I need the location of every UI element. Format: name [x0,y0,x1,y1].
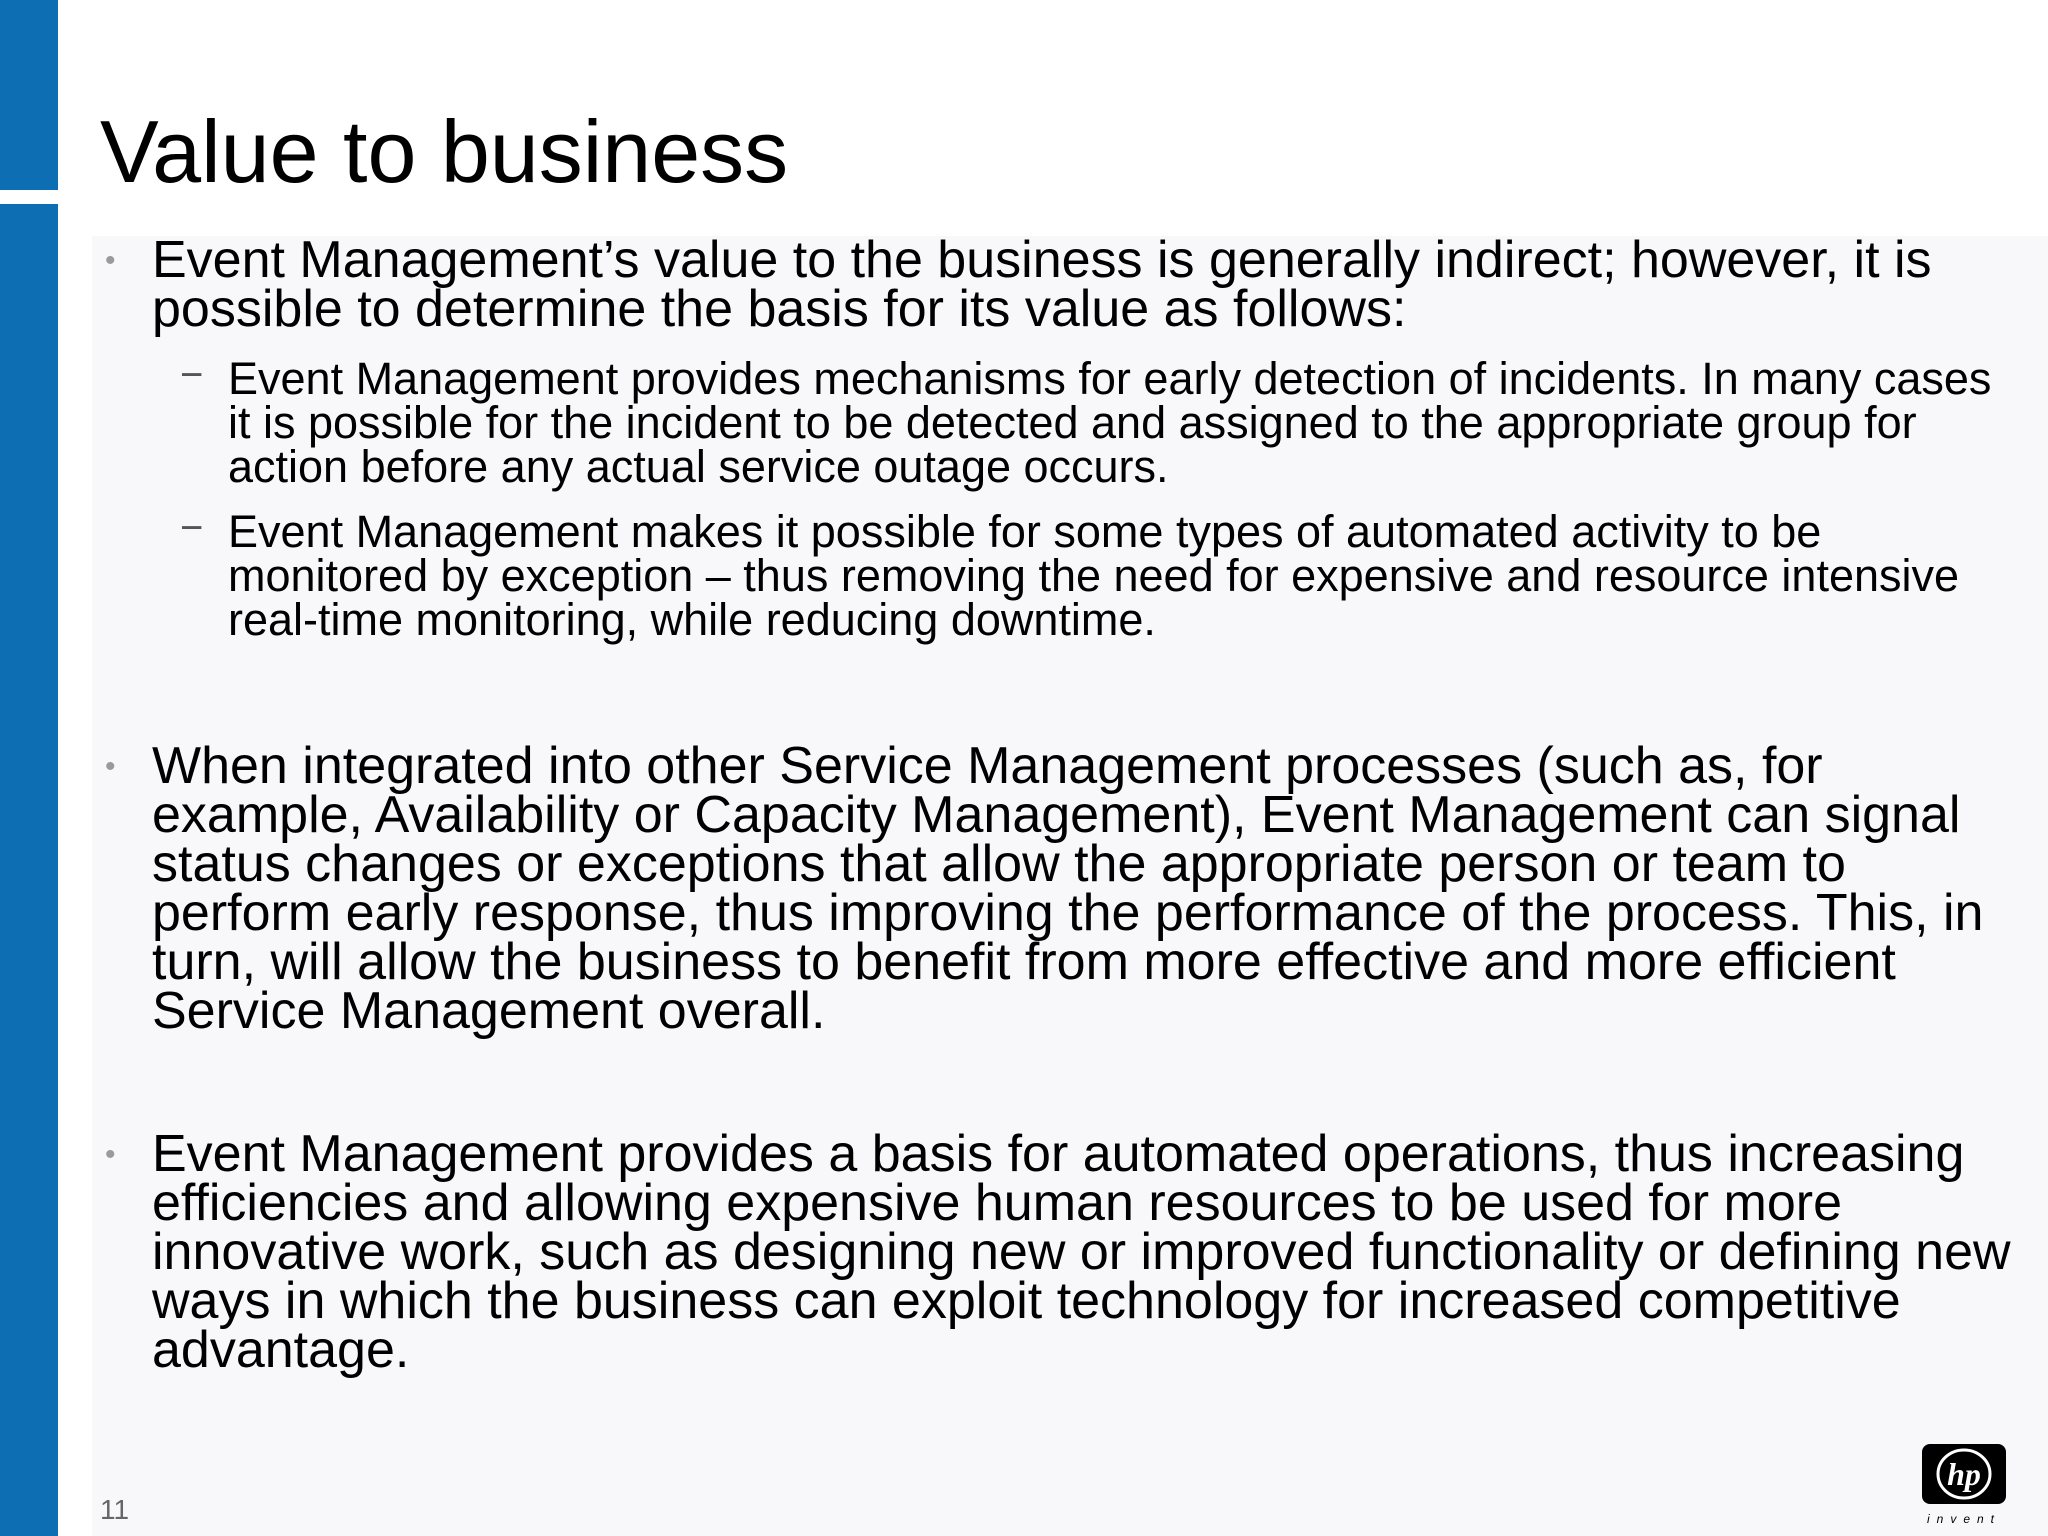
sub-bullet-marker: − [180,506,204,550]
bullet-marker: • [105,750,116,783]
bullet-2-text: When integrated into other Service Management processes (such as, for example, Availability or Capacity Management), Event Management can signal status changes or exceptions that allow the appropriate person or team to perform early response, thus improving the performance of the process. This, in turn, will allow the business to benefit from more effective and more efficient Service Management overall. [152,737,1984,1040]
hp-logo-tagline: invent [1926,1512,2002,1526]
hp-logo-mark: hp [1947,1456,1981,1492]
sub-bullet-1-text: Event Management provides mechanisms for early detection of incidents. In many cases it is possible for the incident to be detected and assigned to the appropriate group for action before any actual service outage occurs. [228,353,1992,492]
bullet-3 [105,1125,2012,1379]
bullet-1-text: Event Management’s value to the business is generally indirect; however, it is possible to determine the basis for its value as follows: [152,231,1932,338]
slide-title: Value to business [100,102,789,201]
accent-bar-top [0,0,58,190]
bullet-marker: • [105,244,116,277]
bullet-2 [105,737,2012,1040]
bullet-3-text: Event Management provides a basis for automated operations, thus increasing efficiencies and allowing expensive human resources to be used for more innovative work, such as designing new or improved functionality or defining new ways in which the business can exploit technology for increased competitive advantage. [152,1125,2011,1379]
accent-bar-bottom [0,204,58,1536]
bullet-marker: • [105,1138,116,1171]
sub-bullet-marker: − [180,353,204,397]
sub-bullet-1 [180,353,2012,492]
sub-bullet-2-text: Event Management makes it possible for some types of automated activity to be monitored by exception – thus removing the need for expensive and resource intensive real-time monitoring, while reducing downtime. [228,506,1960,645]
page-number: 11 [100,1494,130,1525]
bullet-1 [105,231,2012,338]
sub-bullet-2 [180,506,2012,645]
